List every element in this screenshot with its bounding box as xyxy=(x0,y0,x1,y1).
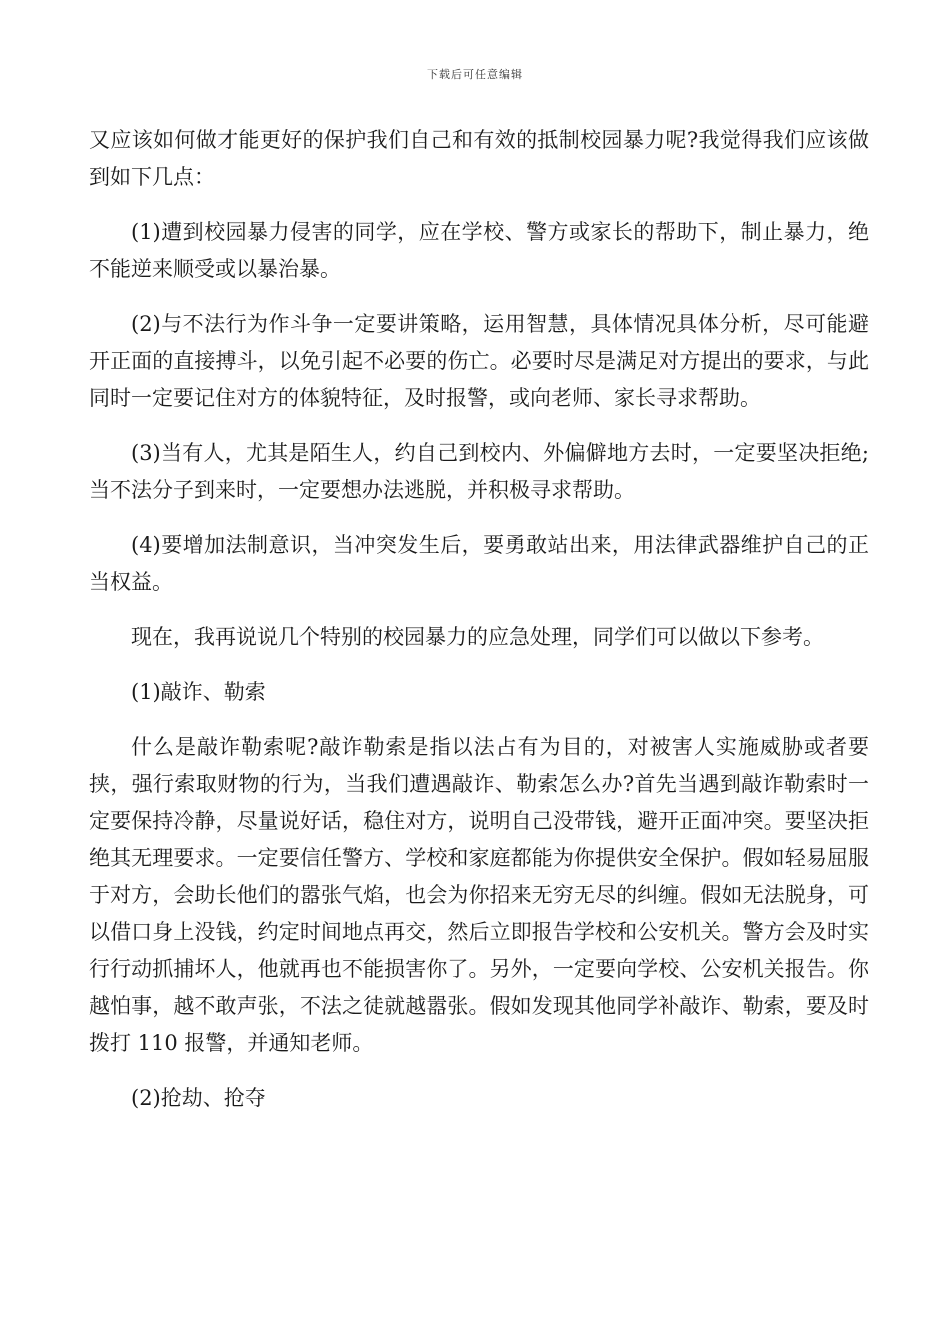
section-heading-extortion: (1)敲诈、勒索 xyxy=(131,680,266,704)
paragraph-extortion: 什么是敲诈勒索呢?敲诈勒索是指以法占有为目的，对被害人实施威胁或者要挟，强行索取财物的行为，当我们遭遇敲诈、勒索怎么办?首先当遇到敲诈勒索时一定要保持冷静，尽量说好话，稳住对方，说明自己没带钱，避开正面冲突。要坚决拒绝其无理要求。一定要信任警方、学校和家庭都能为你提供安全保护。假如轻易屈服于对方，会助长他们的嚣张气焰，也会为你招来无穷无尽的纠缠。假如无法脱身，可以借口身上没钱，约定时间地点再交，然后立即报告学校和公安机关。警方会及时实行行动抓捕坏人，他就再也不能损害你了。另外，一定要向学校、公安机关报告。你越怕事，越不敢声张，不法之徒就越嚣张。假如发现其他同学补敲诈、勒索，要及时拨打 110 报警，并通知老师。 xyxy=(89,735,869,1055)
page-header: 下载后可任意编辑 xyxy=(427,68,523,81)
paragraph-intro: 又应该如何做才能更好的保护我们自己和有效的抵制校园暴力呢?我觉得我们应该做到如下几点： xyxy=(89,128,869,189)
paragraph-point-4: (4)要增加法制意识，当冲突发生后，要勇敢站出来，用法律武器维护自己的正当权益。 xyxy=(89,533,869,594)
paragraph-emergency-intro: 现在，我再说说几个特别的校园暴力的应急处理，同学们可以做以下参考。 xyxy=(131,625,824,649)
document-body xyxy=(89,122,869,1117)
paragraph-point-3: (3)当有人，尤其是陌生人，约自己到校内、外偏僻地方去时，一定要坚决拒绝;当不法分子到来时，一定要想办法逃脱，并积极寻求帮助。 xyxy=(89,441,869,502)
paragraph-point-2: (2)与不法行为作斗争一定要讲策略，运用智慧，具体情况具体分析，尽可能避开正面的直接搏斗，以免引起不必要的伤亡。必要时尽是满足对方提出的要求，与此同时一定要记住对方的体貌特征，及时报警，或向老师、家长寻求帮助。 xyxy=(89,312,869,410)
section-heading-robbery: (2)抢劫、抢夺 xyxy=(131,1086,266,1110)
paragraph-point-1: (1)遭到校园暴力侵害的同学，应在学校、警方或家长的帮助下，制止暴力，绝不能逆来顺受或以暴治暴。 xyxy=(89,220,869,281)
